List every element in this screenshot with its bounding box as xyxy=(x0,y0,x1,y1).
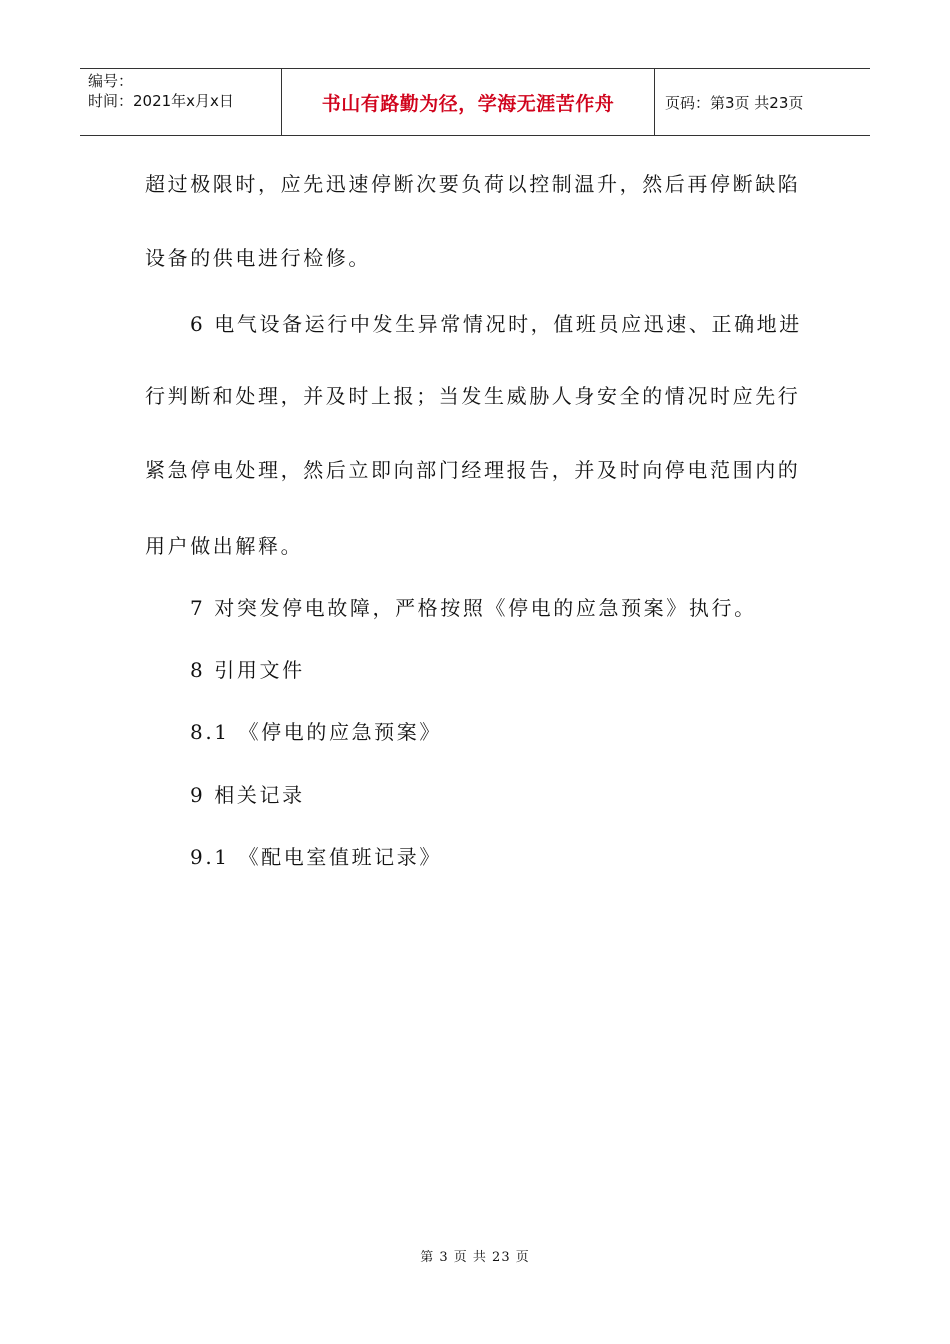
paragraph-line: 行判断和处理，并及时上报；当发生威胁人身安全的情况时应先行 xyxy=(145,384,801,408)
clause-6-line: 6 电气设备运行中发生异常情况时，值班员应迅速、正确地进 xyxy=(190,312,802,336)
date-line: 时间：2021年x月x日 xyxy=(88,92,234,110)
header-page-info: 页码：第3页 共23页 xyxy=(665,93,804,112)
paragraph-line: 紧急停电处理，然后立即向部门经理报告，并及时向停电范围内的 xyxy=(145,458,801,482)
page-footer: 第 3 页 共 23 页 xyxy=(420,1250,530,1265)
section-8-1-item: 8.1 《停电的应急预案》 xyxy=(190,720,442,744)
section-9-heading: 9 相关记录 xyxy=(190,783,305,807)
section-9-1-item: 9.1 《配电室值班记录》 xyxy=(190,845,442,869)
paragraph-line: 用户做出解释。 xyxy=(145,534,304,558)
clause-7-line: 7 对突发停电故障，严格按照《停电的应急预案》执行。 xyxy=(190,596,757,620)
paragraph-line: 超过极限时，应先迅速停断次要负荷以控制温升，然后再停断缺陷 xyxy=(145,172,801,196)
document-header xyxy=(80,68,870,136)
paragraph-line: 设备的供电进行检修。 xyxy=(145,246,371,270)
header-motto: 书山有路勤为径，学海无涯苦作舟 xyxy=(282,69,655,135)
serial-number-label: 编号： xyxy=(88,72,134,90)
section-8-heading: 8 引用文件 xyxy=(190,658,305,682)
header-meta-cell xyxy=(80,69,282,135)
